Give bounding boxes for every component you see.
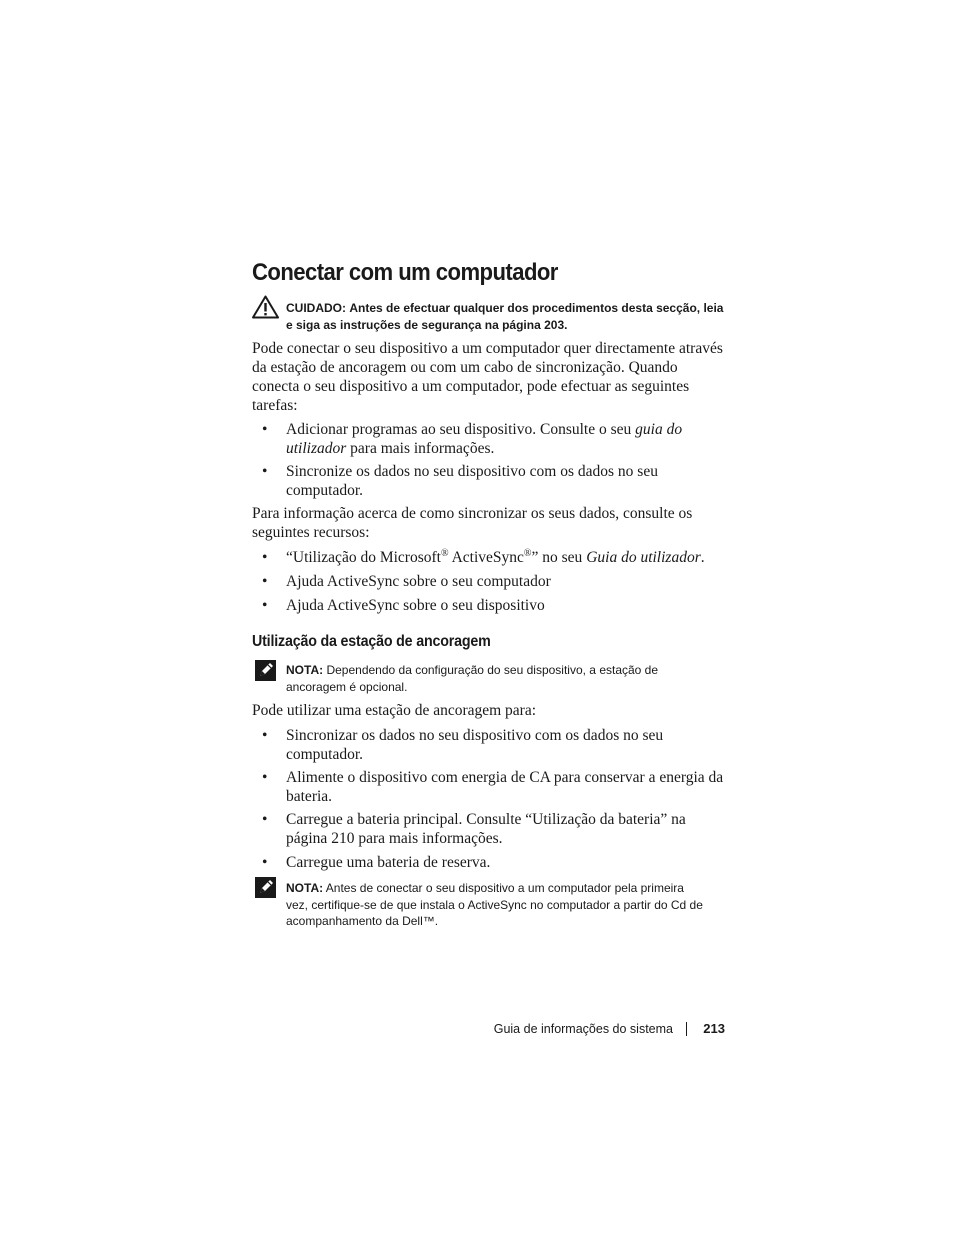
dock-intro-paragraph: Pode utilizar uma estação de ancoragem para: [252, 702, 537, 719]
caution-text-2: e siga as instruções de segurança na página 203. [286, 317, 568, 332]
guide-title: utilizador [286, 440, 347, 457]
section-heading: Utilização da estação de ancoragem [252, 633, 491, 650]
bullet-marker: • [262, 854, 268, 871]
note-text: ancoragem é opcional. [286, 679, 408, 694]
note-text: acompanhamento da Dell™. [286, 914, 439, 928]
intro-line: tarefas: [252, 397, 298, 414]
note-text: Dependendo da configuração do seu dispositivo, a estação de [326, 663, 659, 677]
document-page: Conectar com um computador CUIDADO: Antes de efectuar qualquer dos procedimentos desta secção, leia e siga as instruções de segurança na página 203. Pode conectar o seu dispositivo a um computador quer directamente através da estação de ancoragem ou com um cabo de sincronização. Quando conecta o seu dispositivo a um computador, pode efectuar as seguintes tarefas: • Adicionar programas ao seu dispositivo. Consulte o seu guia do utilizador para mais informações. • Sincronize os dados no seu dispositivo com os dados no seu computador. Para informação acerca de como sincronizar os seus dados, consulte os seguintes recursos: • “Utilização do Microsoft® ActiveSync®” no seu Guia do utilizador. • Ajuda ActiveSync sobre o seu computador • Ajuda ActiveSync sobre o seu dispositivo Utilização da estação de ancoragem NOTA: Dependendo da configuração do seu dispositivo, a estação de ancoragem é opcional. Pode utilizar uma estação de ancoragem para: • Sincronizar os dados no seu dispositivo com os dados no seu computador. • Alimente o dispositivo com energia de CA para conservar a energia da bateria. • Carregue a bateria principal. Consulte “Utilização da bateria” na página 210 para mais informações. • Carregue uma bateria de reserva. NOTA: Antes de conectar o seu dispositivo a um computador pela primeira vez, certifique-se de que instala o ActiveSync no computador a partir do Cd de acompanhamento da Dell™. Guia de informações do sistema 213 [0, 0, 954, 1235]
bullet-marker: • [262, 811, 268, 828]
guide-title: guia do [635, 421, 683, 438]
intro-line: da estação de ancoragem ou com um cabo de sincronização. Quando [252, 359, 678, 376]
footer-divider [686, 1022, 687, 1036]
guide-title: Guia do utilizador [586, 549, 701, 566]
intro-line: Pode conectar o seu dispositivo a um computador quer directamente através [252, 340, 723, 357]
note-text: vez, certifique-se de que instala o ActiveSync no computador a partir do Cd de [286, 897, 703, 912]
registered-mark: ® [440, 548, 449, 559]
bullet-marker: • [262, 421, 268, 438]
intro-paragraph [252, 339, 732, 415]
note-label: NOTA: [286, 663, 324, 677]
warning-triangle-icon [252, 295, 279, 319]
note-notice [286, 880, 734, 930]
bullet-marker: • [262, 727, 268, 744]
intro-line: conecta o seu dispositivo a um computador, pode efectuar as seguintes [252, 378, 690, 395]
note-pencil-icon [255, 660, 276, 681]
bullet-marker: • [262, 549, 268, 566]
registered-mark: ® [523, 548, 532, 559]
page-footer [440, 1020, 725, 1040]
note-label: NOTA: [286, 881, 324, 895]
page-number: 213 [703, 1021, 725, 1036]
caution-text-1: Antes de efectuar qualquer dos procedimentos desta secção, leia [349, 301, 724, 315]
bullet-marker: • [262, 463, 268, 480]
note-text: Antes de conectar o seu dispositivo a um computador pela primeira [325, 881, 684, 895]
caution-notice [286, 300, 734, 333]
bullet-marker: • [262, 573, 268, 590]
caution-label: CUIDADO: [286, 301, 346, 315]
bullet-marker: • [262, 597, 268, 614]
footer-label: Guia de informações do sistema [493, 1022, 673, 1036]
note-notice [286, 662, 734, 695]
bullet-marker: • [262, 769, 268, 786]
caution-line-1 [286, 300, 734, 317]
note-pencil-icon [255, 877, 276, 898]
resources-paragraph: Para informação acerca de como sincronizar os seus dados, consulte os seguintes recursos: [252, 505, 693, 541]
page-title: Conectar com um computador [252, 259, 558, 286]
